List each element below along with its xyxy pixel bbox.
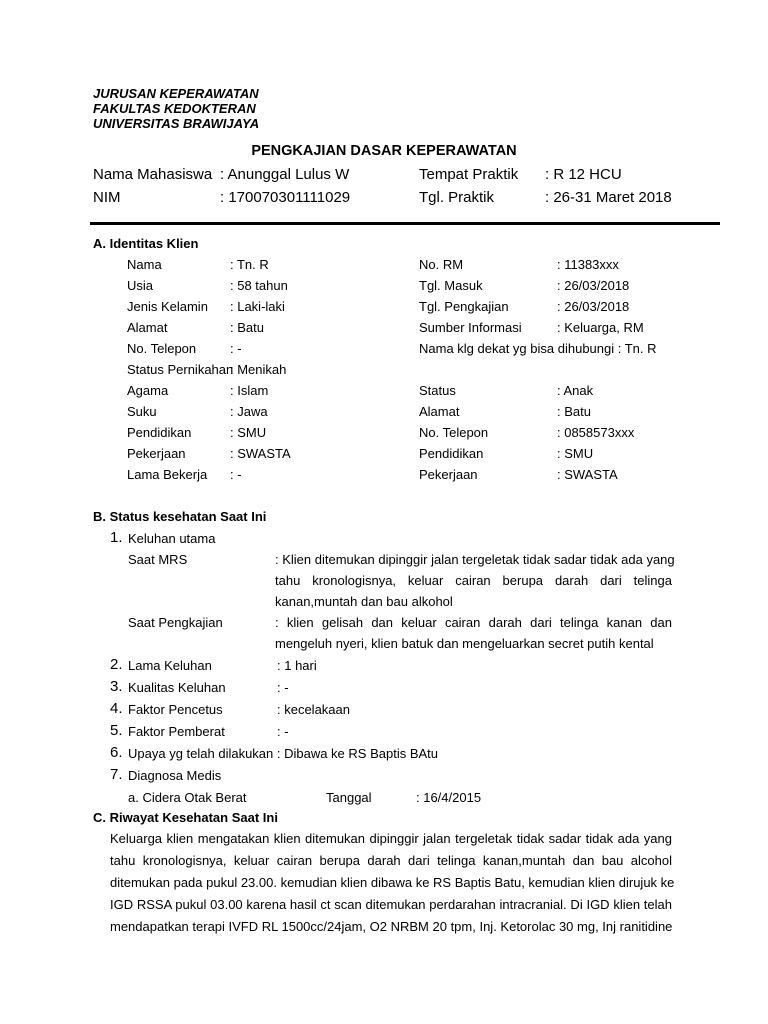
list-number: 5. [110, 722, 123, 739]
document-title: PENGKAJIAN DASAR KEPERAWATAN [251, 143, 517, 159]
list-number: 4. [110, 700, 123, 717]
identity-value: : 26/03/2018 [557, 299, 630, 314]
mrs-label: Saat MRS [128, 552, 188, 567]
practice-place-value: : R 12 HCU [545, 166, 622, 183]
identity-label: Status Pernikahan [127, 362, 234, 377]
identity-label: Pendidikan [127, 425, 192, 440]
item-label: Faktor Pencetus [128, 702, 223, 717]
history-line: IGD RSSA pukul 03.00 karena hasil ct scan ditemukan perdarahan intracranial. Di IGD klien telah [110, 897, 672, 912]
assessment-text-line: mengeluh nyeri, klien batuk dan mengeluarkan secret putih kental [275, 636, 654, 651]
identity-label: Tgl. Masuk [419, 278, 483, 293]
item-value: : - [277, 680, 289, 695]
identity-label: Lama Bekerja [127, 467, 208, 482]
practice-date-value: : 26-31 Maret 2018 [545, 189, 672, 206]
mrs-text-line: tahu kronologisnya, keluar cairan berupa darah dari telinga [275, 573, 672, 588]
identity-value: : Batu [557, 404, 591, 419]
identity-label: No. RM [419, 257, 464, 272]
identity-label: No. Telepon [419, 425, 489, 440]
identity-value: : 26/03/2018 [557, 278, 630, 293]
mrs-text-line: kanan,muntah dan bau alkohol [275, 594, 453, 609]
identity-value: : - [230, 341, 242, 356]
identity-value: : Menikah [230, 362, 287, 377]
diagnosis-item: a. Cidera Otak Berat [128, 790, 247, 805]
identity-label: Suku [127, 404, 157, 419]
identity-value: : Jawa [230, 404, 268, 419]
history-line: ditemukan pada pukul 23.00. kemudian klien dibawa ke RS Baptis Batu, kemudian klien dirujuk ke [110, 875, 675, 890]
history-line: mendapatkan terapi IVFD RL 1500cc/24jam, O2 NRBM 20 tpm, Inj. Ketorolac 30 mg, Inj ranitidine [110, 919, 673, 934]
identity-label: Nama [127, 257, 162, 272]
institution-line: UNIVERSITAS BRAWIJAYA [93, 116, 260, 131]
assessment-text-line: : klien gelisah dan keluar cairan darah dari telinga kanan dan [275, 615, 672, 630]
history-line: tahu kronologisnya, keluar cairan berupa darah dari telinga kanan,muntah dan bau alcohol [110, 853, 672, 868]
identity-label: Alamat [127, 320, 168, 335]
identity-label: Agama [127, 383, 169, 398]
identity-label: Usia [127, 278, 154, 293]
institution-line: FAKULTAS KEDOKTERAN [93, 101, 256, 116]
identity-value: : SMU [557, 446, 594, 461]
identity-value: : 58 tahun [230, 278, 288, 293]
identity-value: : Tn. R [230, 257, 269, 272]
student-name-label: Nama Mahasiswa [93, 166, 213, 183]
item-value: : 1 hari [277, 658, 317, 673]
list-number: 7. [110, 766, 123, 783]
identity-value: : Anak [557, 383, 594, 398]
identity-label: Sumber Informasi [419, 320, 522, 335]
identity-value: : Laki-laki [230, 299, 285, 314]
nim-label: NIM [93, 189, 121, 206]
list-number: 3. [110, 678, 123, 695]
identity-value: : 11383xxx [557, 257, 619, 272]
identity-label: No. Telepon [127, 341, 197, 356]
identity-label: Pekerjaan [127, 446, 186, 461]
identity-label: Pekerjaan [419, 467, 478, 482]
institution-line: JURUSAN KEPERAWATAN [93, 86, 259, 101]
student-name-value: : Anunggal Lulus W [220, 166, 350, 183]
item-label: Faktor Pemberat [128, 724, 225, 739]
identity-value: : SMU [230, 425, 267, 440]
identity-value: : - [230, 467, 242, 482]
item-value: : - [277, 724, 289, 739]
section-a-title: A. Identitas Klien [93, 236, 199, 251]
practice-date-label: Tgl. Praktik [419, 189, 495, 206]
identity-label: Alamat [419, 404, 460, 419]
identity-value: : Islam [230, 383, 269, 398]
identity-label: Jenis Kelamin [127, 299, 208, 314]
item-label: Kualitas Keluhan [128, 680, 226, 695]
diagnosis-date-label: Tanggal [326, 790, 372, 805]
mrs-text-line: : Klien ditemukan dipinggir jalan tergeletak tidak sadar tidak ada yang [275, 552, 675, 567]
item-value: : kecelakaan [277, 702, 350, 717]
identity-label: Nama klg dekat yg bisa dihubungi : Tn. R [419, 341, 657, 356]
header-divider [90, 222, 720, 225]
list-number: 6. [110, 744, 123, 761]
section-c-title: C. Riwayat Kesehatan Saat Ini [93, 810, 278, 825]
assessment-label: Saat Pengkajian [128, 615, 223, 630]
item-label: Lama Keluhan [128, 658, 212, 673]
history-line: Keluarga klien mengatakan klien ditemukan dipinggir jalan tergeletak tidak sadar tidak ada yang [110, 831, 672, 846]
diagnosis-date-value: : 16/4/2015 [416, 790, 482, 805]
list-number: 1. [110, 529, 123, 546]
identity-value: : SWASTA [557, 467, 618, 482]
identity-value: : Batu [230, 320, 264, 335]
item-label: Diagnosa Medis [128, 768, 222, 783]
identity-label: Status [419, 383, 456, 398]
section-b-title: B. Status kesehatan Saat Ini [93, 509, 267, 524]
identity-value: : Keluarga, RM [557, 320, 644, 335]
identity-value: : SWASTA [230, 446, 291, 461]
item-label: Upaya yg telah dilakukan : Dibawa ke RS Baptis BAtu [128, 746, 439, 761]
identity-value: : 0858573xxx [557, 425, 635, 440]
identity-label: Tgl. Pengkajian [419, 299, 509, 314]
identity-label: Pendidikan [419, 446, 484, 461]
nim-value: : 170070301111029 [220, 189, 351, 206]
practice-place-label: Tempat Praktik [419, 166, 519, 183]
list-number: 2. [110, 656, 123, 673]
complaint-label: Keluhan utama [128, 531, 216, 546]
